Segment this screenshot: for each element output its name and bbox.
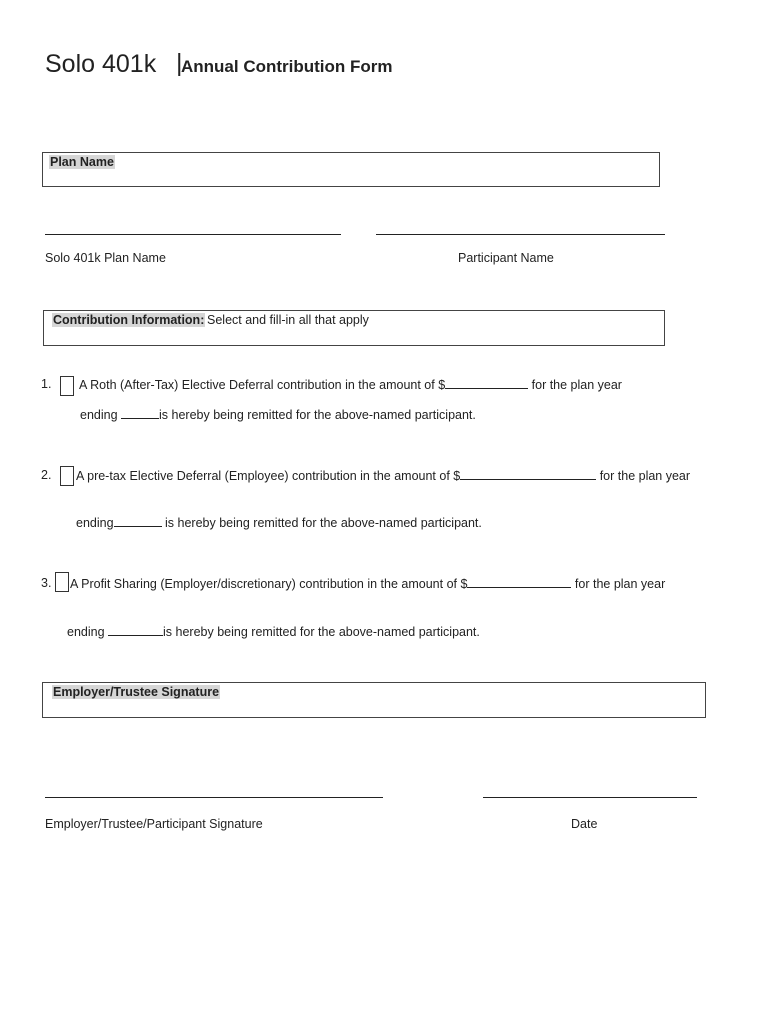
signature-caption: Employer/Trustee/Participant Signature (45, 817, 263, 831)
item-1-line (79, 377, 622, 392)
item-2-ending-field[interactable] (114, 515, 162, 527)
signature-label: Employer/Trustee Signature (53, 685, 220, 699)
item-3-plan-year-text: for the plan year (574, 577, 666, 591)
title-separator: | (176, 49, 183, 77)
contribution-instruction: Select and fill-in all that apply (207, 313, 369, 327)
item-2-ending-suffix: is hereby being remitted for the above-named participant. (165, 516, 482, 530)
item-2-plan-year-text: for the plan year (599, 469, 691, 483)
date-caption: Date (571, 817, 598, 831)
signature-box (42, 682, 706, 718)
item-2-number: 2. (41, 468, 52, 482)
item-3-checkbox[interactable] (55, 572, 69, 592)
plan-name-caption: Solo 401k Plan Name (45, 251, 166, 265)
plan-name-box (42, 152, 660, 187)
participant-name-caption: Participant Name (458, 251, 554, 265)
item-1-ending-suffix: is hereby being remitted for the above-named participant. (159, 408, 476, 422)
contribution-info-label: Contribution Information: (53, 313, 205, 327)
item-1-ending-label: ending (80, 408, 118, 422)
item-3-number: 3. (41, 576, 52, 590)
contribution-info-box (43, 310, 665, 346)
item-2-checkbox[interactable] (60, 466, 74, 486)
item-3-ending-line (67, 624, 480, 639)
item-3-line (70, 576, 665, 591)
item-1-ending-line (80, 407, 476, 422)
item-1-text: A Roth (After-Tax) Elective Deferral contribution in the amount of $ (79, 378, 446, 392)
date-line[interactable] (483, 797, 697, 798)
plan-name-label: Plan Name (50, 155, 114, 169)
form-title: Solo 401k (45, 50, 157, 78)
item-1-amount-field[interactable] (445, 377, 528, 389)
item-1-checkbox[interactable] (60, 376, 74, 396)
item-2-line (76, 468, 690, 483)
item-3-text: A Profit Sharing (Employer/discretionary) contribution in the amount of $ (70, 577, 468, 591)
participant-name-line[interactable] (376, 234, 665, 235)
item-2-text: A pre-tax Elective Deferral (Employee) contribution in the amount of $ (76, 469, 461, 483)
plan-name-line[interactable] (45, 234, 341, 235)
item-2-ending-line (76, 515, 482, 530)
item-2-amount-field[interactable] (460, 468, 596, 480)
item-3-ending-label: ending (67, 625, 105, 639)
item-3-ending-suffix: is hereby being remitted for the above-named participant. (163, 625, 480, 639)
item-3-ending-field[interactable] (108, 624, 163, 636)
signature-line[interactable] (45, 797, 383, 798)
item-3-amount-field[interactable] (467, 576, 571, 588)
item-1-number: 1. (41, 377, 52, 391)
item-1-plan-year-text: for the plan year (531, 378, 622, 392)
form-subtitle: Annual Contribution Form (181, 57, 393, 76)
item-2-ending-label: ending (76, 516, 114, 530)
item-1-ending-field[interactable] (121, 407, 159, 419)
